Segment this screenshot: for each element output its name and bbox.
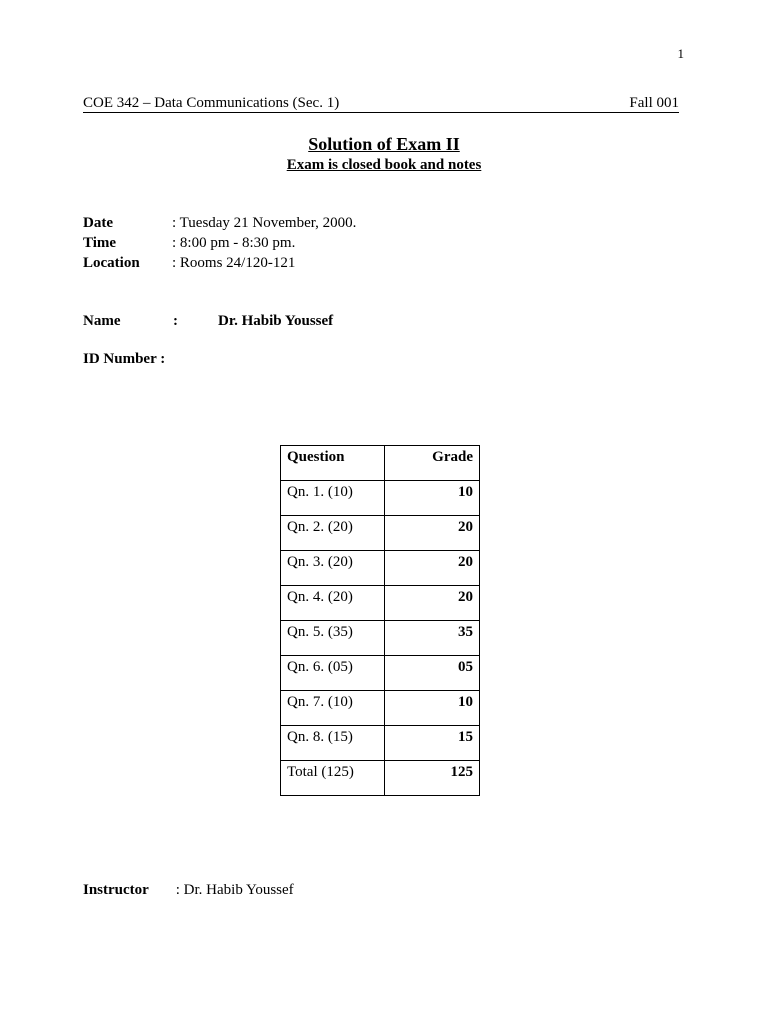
table-row — [281, 656, 480, 691]
table-row — [281, 516, 480, 551]
table-row — [281, 551, 480, 586]
page-number: 1 — [677, 46, 684, 61]
grade-cell: 10 — [385, 481, 480, 516]
question-cell: Qn. 6. (05) — [281, 656, 385, 691]
course-title: COE 342 – Data Communications (Sec. 1) — [83, 95, 340, 111]
location-label: Location — [83, 255, 140, 271]
name-label: Name — [83, 313, 121, 329]
question-cell: Qn. 8. (15) — [281, 726, 385, 761]
name-row — [83, 311, 334, 331]
question-cell: Qn. 4. (20) — [281, 586, 385, 621]
question-cell: Qn. 2. (20) — [281, 516, 385, 551]
total-grade-cell: 125 — [385, 761, 480, 796]
table-row — [281, 691, 480, 726]
location-value: : Rooms 24/120-121 — [172, 255, 296, 271]
grade-cell: 20 — [385, 551, 480, 586]
table-row — [281, 481, 480, 516]
name-colon: : — [173, 313, 178, 329]
instructor-label: Instructor — [83, 882, 149, 898]
grade-cell: 05 — [385, 656, 480, 691]
grades-table — [280, 445, 480, 796]
table-header-row — [281, 446, 480, 481]
instructor-value: : Dr. Habib Youssef — [175, 882, 294, 898]
table-row — [281, 586, 480, 621]
location-row — [83, 253, 295, 273]
page-title: Solution of Exam II — [308, 134, 460, 154]
grade-cell: 20 — [385, 516, 480, 551]
table-row — [281, 621, 480, 656]
header-question: Question — [281, 446, 385, 481]
table-row — [281, 726, 480, 761]
question-cell: Qn. 5. (35) — [281, 621, 385, 656]
id-number-label: ID Number : — [83, 351, 166, 367]
header-grade: Grade — [385, 446, 480, 481]
time-value: : 8:00 pm - 8:30 pm. — [172, 235, 296, 251]
page-subtitle: Exam is closed book and notes — [286, 157, 482, 173]
grade-cell: 35 — [385, 621, 480, 656]
date-row — [83, 213, 356, 233]
date-label: Date — [83, 215, 113, 231]
document-header — [83, 94, 679, 113]
date-value: : Tuesday 21 November, 2000. — [172, 215, 357, 231]
grade-cell: 10 — [385, 691, 480, 726]
total-row — [281, 761, 480, 796]
time-row — [83, 233, 295, 253]
grade-cell: 15 — [385, 726, 480, 761]
question-cell: Qn. 3. (20) — [281, 551, 385, 586]
time-label: Time — [83, 235, 117, 251]
question-cell: Qn. 1. (10) — [281, 481, 385, 516]
name-value: Dr. Habib Youssef — [218, 313, 334, 329]
instructor-row — [83, 880, 294, 900]
total-label-cell: Total (125) — [281, 761, 385, 796]
grade-cell: 20 — [385, 586, 480, 621]
term-label: Fall 001 — [629, 95, 679, 111]
question-cell: Qn. 7. (10) — [281, 691, 385, 726]
